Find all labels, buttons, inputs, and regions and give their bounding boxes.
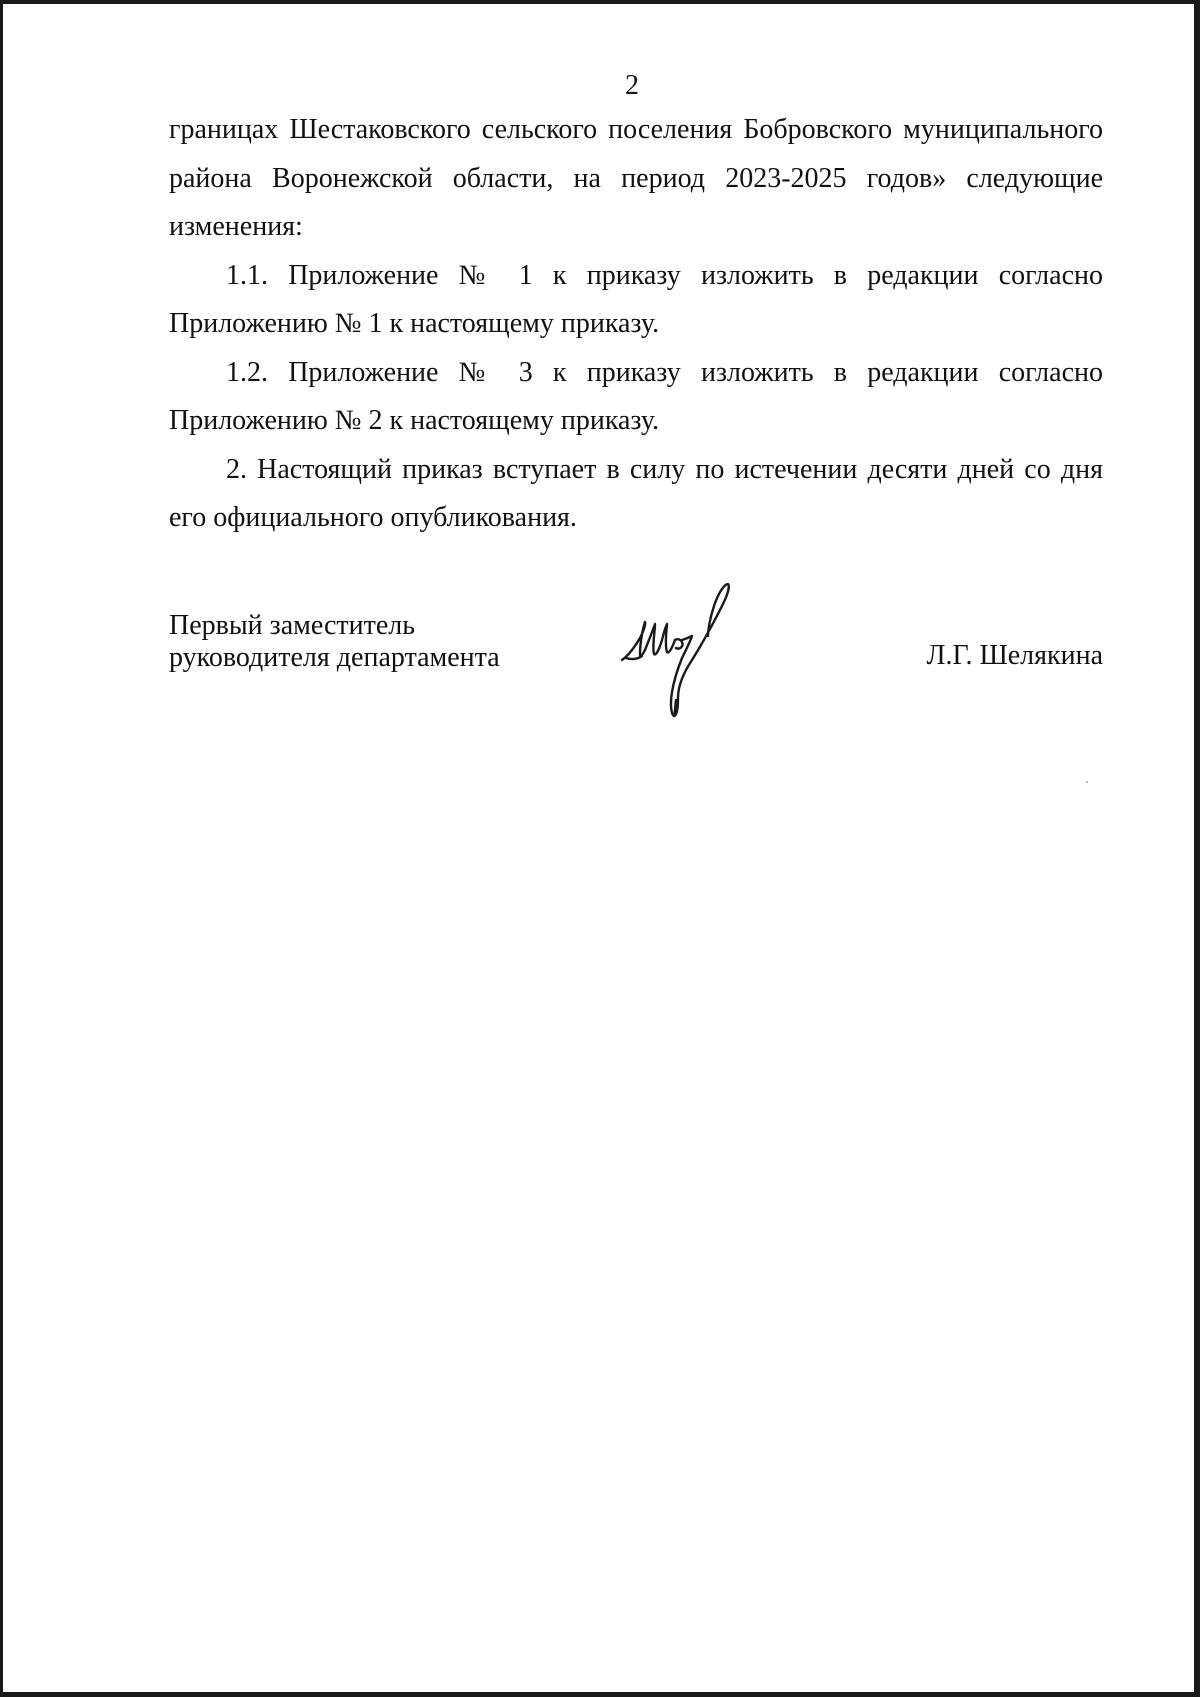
paragraph-item-1-2: 1.2. Приложение № 3 к приказу изложить в редакции согласно Приложению № 2 к настоящему приказу.	[169, 356, 1103, 436]
paragraph-item-2: 2. Настоящий приказ вступает в силу по истечении десяти дней со дня его официального опубликования.	[169, 453, 1103, 533]
signer-title	[169, 610, 500, 674]
page-number: 2	[625, 70, 639, 101]
signer-title-line-1: Первый заместитель	[169, 610, 416, 641]
paragraph-continuation: границах Шестаковского сельского поселения Бобровского муниципального района Воронежской области, на период 2023-2025 годов» следующие изменения:	[169, 114, 1103, 242]
handwritten-signature-icon	[618, 576, 758, 726]
signature-block	[169, 606, 1103, 726]
signer-name: Л.Г. Шелякина	[926, 640, 1103, 671]
signer-title-line-2: руководителя департамента	[169, 642, 500, 673]
scan-speck	[1086, 781, 1088, 783]
paragraph-item-1-1: 1.1. Приложение № 1 к приказу изложить в редакции согласно Приложению № 1 к настоящему приказу.	[169, 259, 1103, 339]
document-body	[169, 106, 1103, 543]
